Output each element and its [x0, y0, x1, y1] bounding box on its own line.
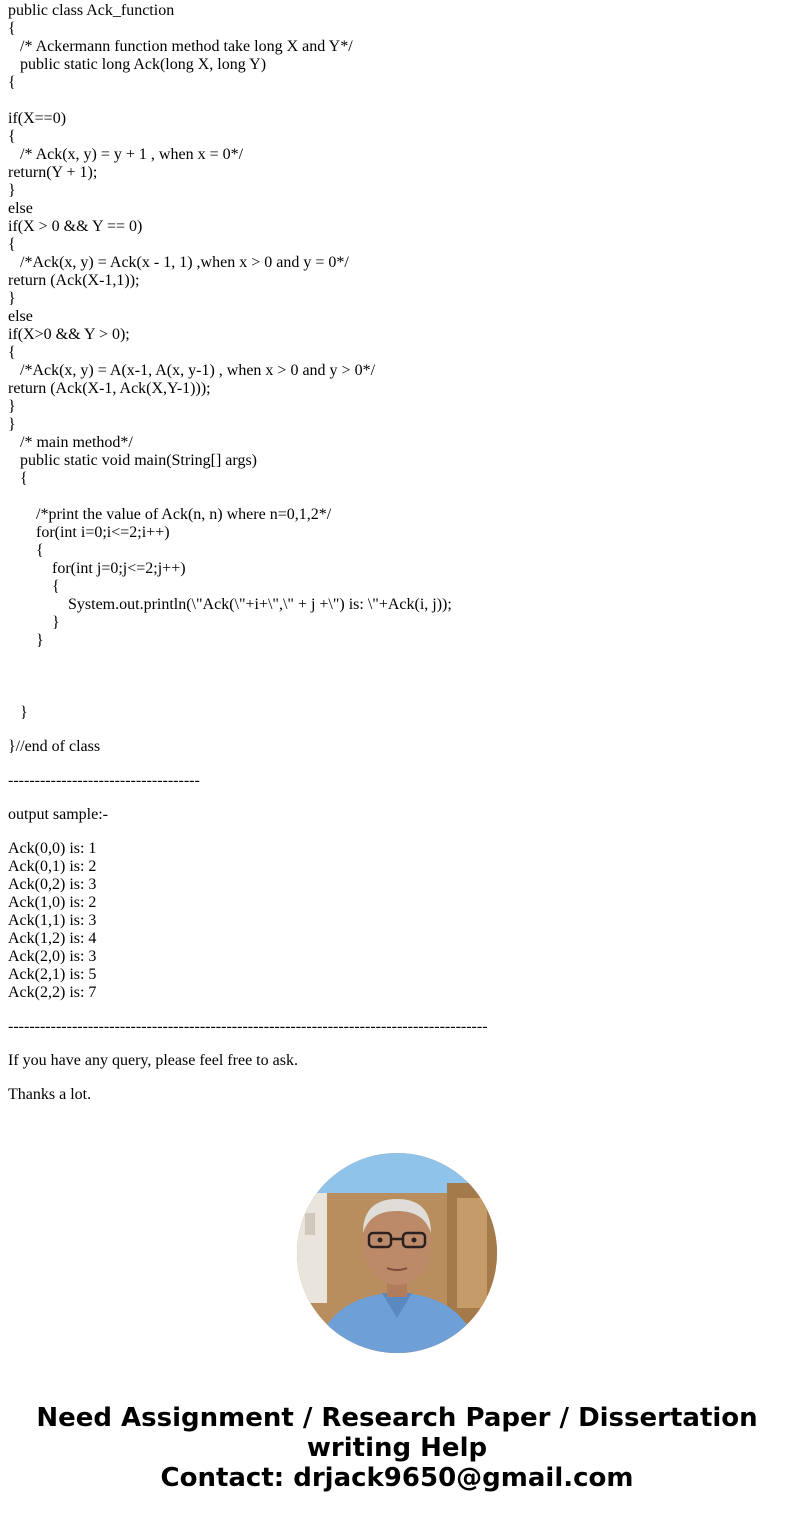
output-line: Ack(1,2) is: 4 — [8, 930, 97, 947]
output-line: Ack(0,0) is: 1 — [8, 840, 97, 857]
query-text: If you have any query, please feel free to ask. — [8, 1052, 298, 1069]
author-photo — [297, 1153, 497, 1353]
thanks-text: Thanks a lot. — [8, 1086, 92, 1103]
banner-line-2: writing Help — [306, 1433, 488, 1463]
output-line: Ack(0,2) is: 3 — [8, 876, 97, 893]
end-of-class-line: }//end of class — [8, 738, 101, 755]
output-line: Ack(0,1) is: 2 — [8, 858, 97, 875]
output-sample-list — [8, 840, 788, 1002]
banner-contact-line: Contact: drjack9650@gmail.com — [160, 1463, 634, 1493]
output-line: Ack(2,0) is: 3 — [8, 948, 97, 965]
banner-line-1: Need Assignment / Research Paper / Dissertation — [36, 1403, 758, 1433]
long-divider: ------------------------------------------------------------------------------------------ — [8, 1018, 488, 1035]
output-line: Ack(1,0) is: 2 — [8, 894, 97, 911]
author-portrait-image — [297, 1153, 497, 1353]
output-heading: output sample:- — [8, 806, 108, 823]
output-line: Ack(1,1) is: 3 — [8, 912, 97, 929]
help-banner — [0, 1403, 794, 1493]
short-divider: ------------------------------------ — [8, 772, 200, 789]
answer-document — [8, 2, 788, 1104]
output-line: Ack(2,2) is: 7 — [8, 984, 97, 1001]
java-code-block: public class Ack_function { /* Ackermann function method take long X and Y*/ public static long Ack(long X, long Y) { if(X==0) { /* Ack(x, y) = y + 1 , when x = 0*/ return(Y + 1); } else if(X > 0 && Y == 0) { /*Ack(x, y) = Ack(x - 1, 1) ,when x > 0 and y = 0*/ return (Ack(X-1,1)); } else if(X>0 && Y > 0); { /*Ack(x, y) = A(x-1, A(x, y-1) , when x > 0 and y > 0*/ return (Ack(X-1, Ack(X,Y-1))); } } /* main method*/ public static void main(String[] args) { /*print the value of Ack(n, n) where n=0,1,2*/ for(int i=0;i<=2;i++) { for(int j=0;j<=2;j++) { System.out.println(\"Ack(\"+i+\",\" + j +\") is: \"+Ack(i, j)); } } } — [8, 2, 452, 721]
output-line: Ack(2,1) is: 5 — [8, 966, 97, 983]
